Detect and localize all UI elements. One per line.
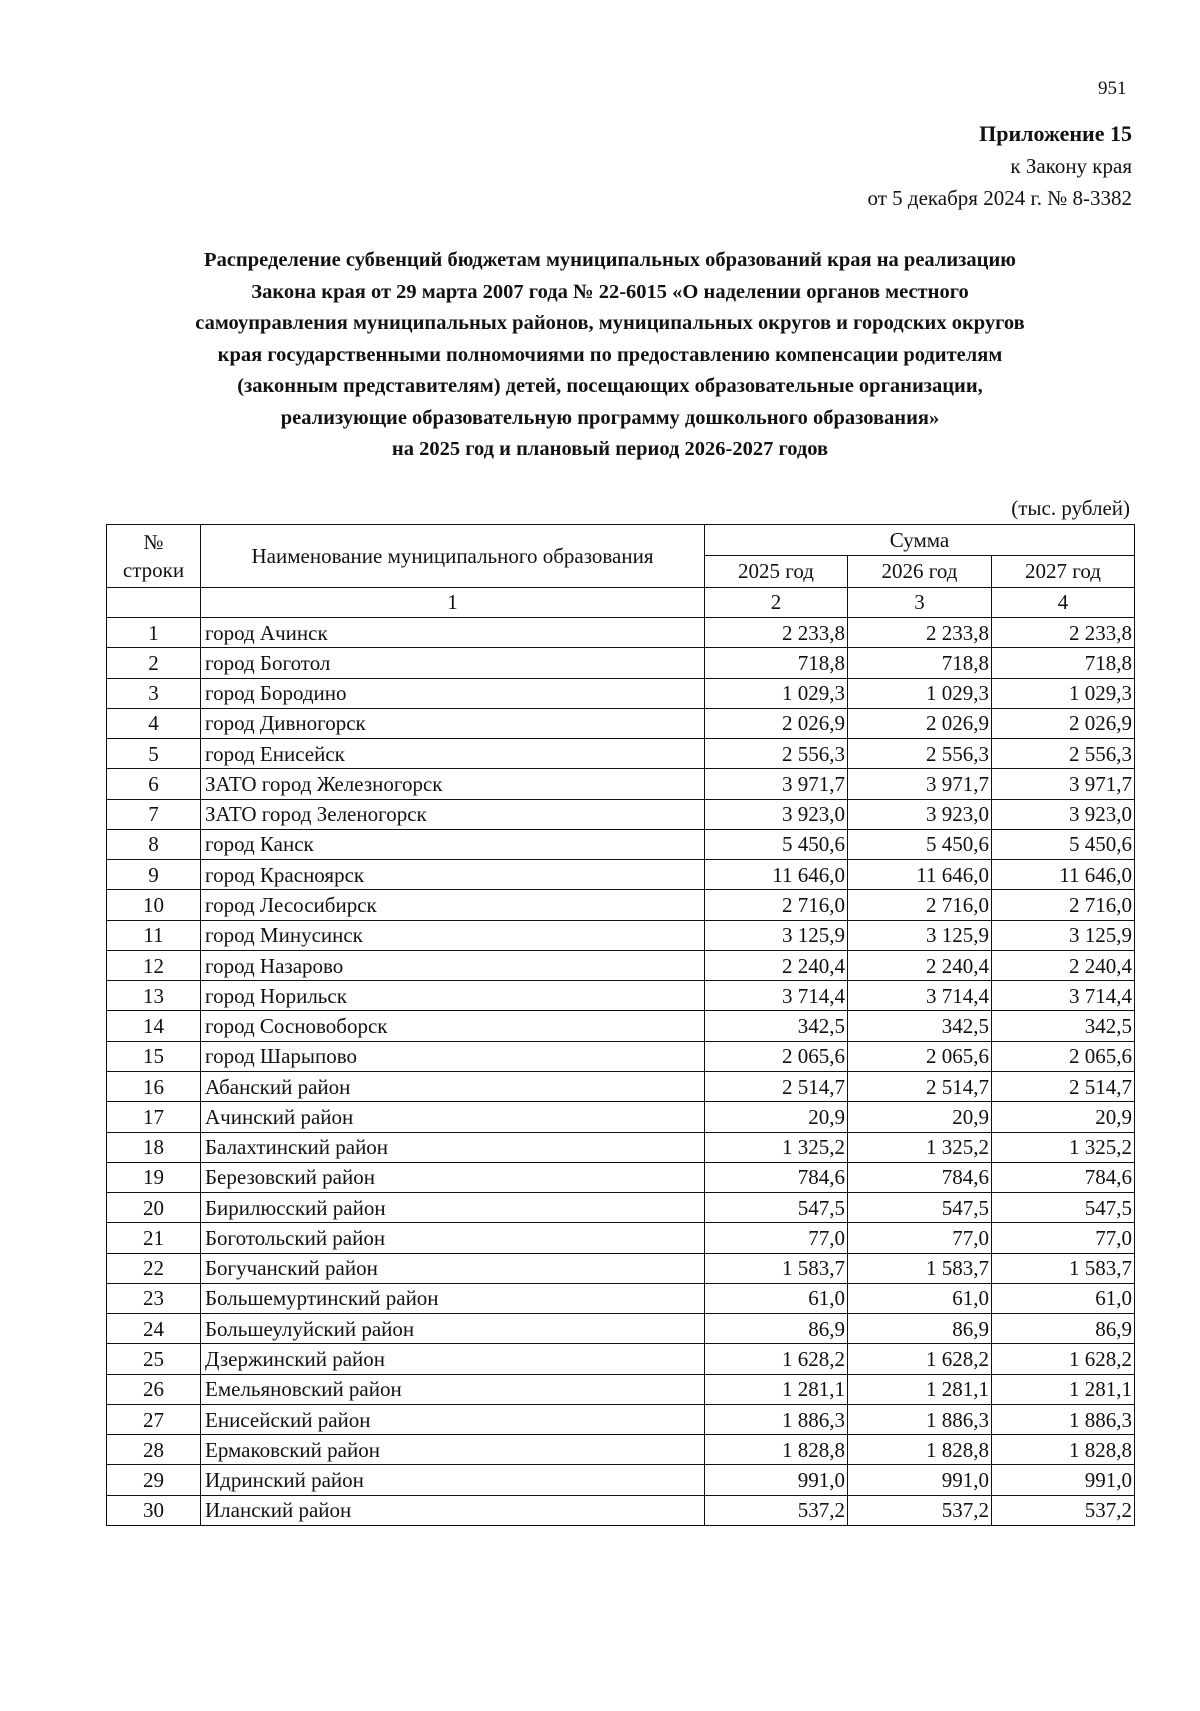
- municipality-name: Ачинский район: [201, 1102, 705, 1132]
- amount-2026: 20,9: [848, 1102, 992, 1132]
- municipality-name: город Назарово: [201, 950, 705, 980]
- table-row: [107, 950, 1135, 980]
- document-title-line: (законным представителям) детей, посещающих образовательные организации,: [237, 375, 983, 397]
- amount-2026: 2 026,9: [848, 708, 992, 738]
- table-row: [107, 678, 1135, 708]
- amount-2025: 3 971,7: [705, 769, 848, 799]
- row-number: 5: [107, 739, 201, 769]
- amount-2026: 1 886,3: [848, 1404, 992, 1434]
- row-number: 10: [107, 890, 201, 920]
- amount-2027: 2 716,0: [992, 890, 1135, 920]
- appendix-date-number: от 5 декабря 2024 г. № 8-3382: [867, 186, 1132, 210]
- amount-2027: 991,0: [992, 1465, 1135, 1495]
- document-title: [110, 245, 1110, 466]
- amount-2026: 3 971,7: [848, 769, 992, 799]
- row-number: 20: [107, 1193, 201, 1223]
- column-number-empty: [107, 588, 201, 618]
- table-row: [107, 1283, 1135, 1313]
- amount-2025: 1 628,2: [705, 1344, 848, 1374]
- amount-2025: 2 065,6: [705, 1041, 848, 1071]
- table-row: [107, 1344, 1135, 1374]
- amount-2026: 77,0: [848, 1223, 992, 1253]
- header-year-2025: 2025 год: [705, 556, 848, 588]
- amount-2025: 3 714,4: [705, 981, 848, 1011]
- row-number: 6: [107, 769, 201, 799]
- row-number: 22: [107, 1253, 201, 1283]
- amount-2026: 2 240,4: [848, 950, 992, 980]
- municipality-name: город Бородино: [201, 678, 705, 708]
- amount-2027: 547,5: [992, 1193, 1135, 1223]
- amount-2027: 2 026,9: [992, 708, 1135, 738]
- amount-2026: 1 583,7: [848, 1253, 992, 1283]
- row-number: 15: [107, 1041, 201, 1071]
- amount-2027: 61,0: [992, 1283, 1135, 1313]
- municipality-name: Дзержинский район: [201, 1344, 705, 1374]
- amount-2026: 2 233,8: [848, 618, 992, 648]
- amount-2025: 20,9: [705, 1102, 848, 1132]
- municipality-name: Идринский район: [201, 1465, 705, 1495]
- row-number: 28: [107, 1435, 201, 1465]
- amount-2025: 3 923,0: [705, 799, 848, 829]
- page-number: 951: [1098, 78, 1127, 99]
- amount-2026: 718,8: [848, 648, 992, 678]
- document-title-line: на 2025 год и плановый период 2026-2027 годов: [391, 438, 829, 460]
- row-number: 14: [107, 1011, 201, 1041]
- amount-2026: 3 714,4: [848, 981, 992, 1011]
- amount-2027: 11 646,0: [992, 860, 1135, 890]
- table-row: [107, 1041, 1135, 1071]
- table-row: [107, 981, 1135, 1011]
- units-label: (тыс. рублей): [1011, 496, 1130, 520]
- table-row: [107, 1223, 1135, 1253]
- table-row: [107, 829, 1135, 859]
- amount-2025: 2 514,7: [705, 1071, 848, 1101]
- amount-2026: 61,0: [848, 1283, 992, 1313]
- row-number: 25: [107, 1344, 201, 1374]
- header-municipality-name: Наименование муниципального образования: [201, 525, 705, 588]
- row-number: 27: [107, 1404, 201, 1434]
- row-number: 8: [107, 829, 201, 859]
- row-number: 17: [107, 1102, 201, 1132]
- column-number: 4: [992, 588, 1135, 618]
- amount-2026: 3 923,0: [848, 799, 992, 829]
- amount-2027: 5 450,6: [992, 829, 1135, 859]
- appendix-block: [868, 118, 1132, 214]
- amount-2026: 1 325,2: [848, 1132, 992, 1162]
- amount-2027: 2 065,6: [992, 1041, 1135, 1071]
- table-row: [107, 1404, 1135, 1434]
- row-number: 26: [107, 1374, 201, 1404]
- municipality-name: город Канск: [201, 829, 705, 859]
- document-title-line: Закона края от 29 марта 2007 года № 22-6015 «О наделении органов местного: [251, 280, 969, 303]
- table-row: [107, 890, 1135, 920]
- amount-2025: 1 029,3: [705, 678, 848, 708]
- amount-2026: 1 281,1: [848, 1374, 992, 1404]
- table-column-numbers-row: [107, 588, 1135, 618]
- amount-2027: 2 514,7: [992, 1071, 1135, 1101]
- municipality-name: ЗАТО город Зеленогорск: [201, 799, 705, 829]
- municipality-name: город Лесосибирск: [201, 890, 705, 920]
- amount-2026: 2 514,7: [848, 1071, 992, 1101]
- amount-2027: 1 029,3: [992, 678, 1135, 708]
- municipality-name: Боготольский район: [201, 1223, 705, 1253]
- municipality-name: Бирилюсский район: [201, 1193, 705, 1223]
- amount-2026: 2 065,6: [848, 1041, 992, 1071]
- table-row: [107, 1374, 1135, 1404]
- row-number: 24: [107, 1314, 201, 1344]
- amount-2025: 2 556,3: [705, 739, 848, 769]
- table-row: [107, 1253, 1135, 1283]
- row-number: 16: [107, 1071, 201, 1101]
- municipality-name: город Красноярск: [201, 860, 705, 890]
- table-row: [107, 618, 1135, 648]
- amount-2027: 3 125,9: [992, 920, 1135, 950]
- amount-2027: 537,2: [992, 1495, 1135, 1525]
- table-row: [107, 739, 1135, 769]
- amount-2027: 20,9: [992, 1102, 1135, 1132]
- amount-2027: 1 828,8: [992, 1435, 1135, 1465]
- municipality-name: Балахтинский район: [201, 1132, 705, 1162]
- amount-2025: 342,5: [705, 1011, 848, 1041]
- amount-2027: 2 240,4: [992, 950, 1135, 980]
- amount-2026: 2 716,0: [848, 890, 992, 920]
- table-row: [107, 648, 1135, 678]
- amount-2027: 1 583,7: [992, 1253, 1135, 1283]
- amount-2027: 342,5: [992, 1011, 1135, 1041]
- row-number: 9: [107, 860, 201, 890]
- table-header-row: [107, 525, 1135, 556]
- column-number: 2: [705, 588, 848, 618]
- row-number: 30: [107, 1495, 201, 1525]
- amount-2025: 3 125,9: [705, 920, 848, 950]
- amount-2025: 1 325,2: [705, 1132, 848, 1162]
- amount-2025: 5 450,6: [705, 829, 848, 859]
- municipality-name: Ермаковский район: [201, 1435, 705, 1465]
- table-row: [107, 1465, 1135, 1495]
- row-number: 19: [107, 1162, 201, 1192]
- amount-2027: 1 628,2: [992, 1344, 1135, 1374]
- appendix-title: Приложение 15: [979, 121, 1132, 146]
- municipality-name: город Минусинск: [201, 920, 705, 950]
- row-number: 12: [107, 950, 201, 980]
- table-row: [107, 708, 1135, 738]
- amount-2025: 2 716,0: [705, 890, 848, 920]
- row-number: 21: [107, 1223, 201, 1253]
- amount-2026: 3 125,9: [848, 920, 992, 950]
- amount-2027: 2 233,8: [992, 618, 1135, 648]
- column-number: 3: [848, 588, 992, 618]
- amount-2025: 2 240,4: [705, 950, 848, 980]
- row-number: 2: [107, 648, 201, 678]
- table-row: [107, 920, 1135, 950]
- amount-2027: 3 971,7: [992, 769, 1135, 799]
- amount-2026: 784,6: [848, 1162, 992, 1192]
- document-title-line: реализующие образовательную программу дошкольного образования»: [280, 406, 940, 429]
- municipality-name: город Боготол: [201, 648, 705, 678]
- table-row: [107, 1314, 1135, 1344]
- amount-2026: 537,2: [848, 1495, 992, 1525]
- document-title-line: самоуправления муниципальных районов, муниципальных округов и городских округов: [195, 312, 1025, 334]
- amount-2025: 718,8: [705, 648, 848, 678]
- row-number: 7: [107, 799, 201, 829]
- row-number: 11: [107, 920, 201, 950]
- header-year-2027: 2027 год: [992, 556, 1135, 588]
- row-number: 13: [107, 981, 201, 1011]
- amount-2026: 2 556,3: [848, 739, 992, 769]
- municipality-name: город Дивногорск: [201, 708, 705, 738]
- amount-2025: 547,5: [705, 1193, 848, 1223]
- header-year-2026: 2026 год: [848, 556, 992, 588]
- amount-2026: 86,9: [848, 1314, 992, 1344]
- amount-2027: 718,8: [992, 648, 1135, 678]
- amount-2027: 77,0: [992, 1223, 1135, 1253]
- table-row: [107, 1102, 1135, 1132]
- amount-2026: 991,0: [848, 1465, 992, 1495]
- table-row: [107, 1011, 1135, 1041]
- municipality-name: Большемуртинский район: [201, 1283, 705, 1313]
- row-number: 18: [107, 1132, 201, 1162]
- amount-2027: 2 556,3: [992, 739, 1135, 769]
- header-row-number: № строки: [107, 525, 201, 588]
- amount-2026: 11 646,0: [848, 860, 992, 890]
- amount-2027: 3 714,4: [992, 981, 1135, 1011]
- amount-2026: 1 828,8: [848, 1435, 992, 1465]
- amount-2026: 1 029,3: [848, 678, 992, 708]
- amount-2025: 1 828,8: [705, 1435, 848, 1465]
- amount-2027: 86,9: [992, 1314, 1135, 1344]
- amount-2025: 77,0: [705, 1223, 848, 1253]
- municipality-name: ЗАТО город Железногорск: [201, 769, 705, 799]
- amount-2027: 1 281,1: [992, 1374, 1135, 1404]
- appendix-law-reference: к Закону края: [1010, 154, 1132, 178]
- amount-2026: 5 450,6: [848, 829, 992, 859]
- municipality-name: город Ачинск: [201, 618, 705, 648]
- row-number: 23: [107, 1283, 201, 1313]
- amount-2027: 1 886,3: [992, 1404, 1135, 1434]
- table-row: [107, 799, 1135, 829]
- municipality-name: Богучанский район: [201, 1253, 705, 1283]
- municipality-name: Енисейский район: [201, 1404, 705, 1434]
- amount-2027: 1 325,2: [992, 1132, 1135, 1162]
- amount-2025: 61,0: [705, 1283, 848, 1313]
- table-row: [107, 1162, 1135, 1192]
- amount-2025: 784,6: [705, 1162, 848, 1192]
- amount-2025: 2 026,9: [705, 708, 848, 738]
- amount-2026: 342,5: [848, 1011, 992, 1041]
- column-number: 1: [201, 588, 705, 618]
- amount-2025: 2 233,8: [705, 618, 848, 648]
- row-number: 1: [107, 618, 201, 648]
- row-number: 3: [107, 678, 201, 708]
- amount-2025: 537,2: [705, 1495, 848, 1525]
- amount-2026: 1 628,2: [848, 1344, 992, 1374]
- municipality-name: город Сосновоборск: [201, 1011, 705, 1041]
- municipality-name: город Шарыпово: [201, 1041, 705, 1071]
- header-sum: Сумма: [705, 525, 1135, 556]
- document-title-line: края государственными полномочиями по предоставлению компенсации родителям: [217, 343, 1003, 366]
- table-row: [107, 1193, 1135, 1223]
- amount-2026: 547,5: [848, 1193, 992, 1223]
- municipality-name: Иланский район: [201, 1495, 705, 1525]
- municipality-name: Емельяновский район: [201, 1374, 705, 1404]
- municipality-name: Большеулуйский район: [201, 1314, 705, 1344]
- municipality-name: Березовский район: [201, 1162, 705, 1192]
- amount-2025: 1 583,7: [705, 1253, 848, 1283]
- table-row: [107, 1495, 1135, 1525]
- table-row: [107, 1132, 1135, 1162]
- amount-2027: 784,6: [992, 1162, 1135, 1192]
- table-row: [107, 1435, 1135, 1465]
- amount-2025: 11 646,0: [705, 860, 848, 890]
- municipality-name: город Норильск: [201, 981, 705, 1011]
- table-row: [107, 1071, 1135, 1101]
- row-number: 4: [107, 708, 201, 738]
- municipality-name: Абанский район: [201, 1071, 705, 1101]
- row-number: 29: [107, 1465, 201, 1495]
- table-row: [107, 860, 1135, 890]
- document-title-line: Распределение субвенций бюджетам муниципальных образований края на реализацию: [204, 249, 1016, 271]
- amount-2025: 991,0: [705, 1465, 848, 1495]
- amount-2027: 3 923,0: [992, 799, 1135, 829]
- municipality-name: город Енисейск: [201, 739, 705, 769]
- subvention-table: [106, 524, 1135, 1526]
- table-row: [107, 769, 1135, 799]
- amount-2025: 1 886,3: [705, 1404, 848, 1434]
- amount-2025: 86,9: [705, 1314, 848, 1344]
- amount-2025: 1 281,1: [705, 1374, 848, 1404]
